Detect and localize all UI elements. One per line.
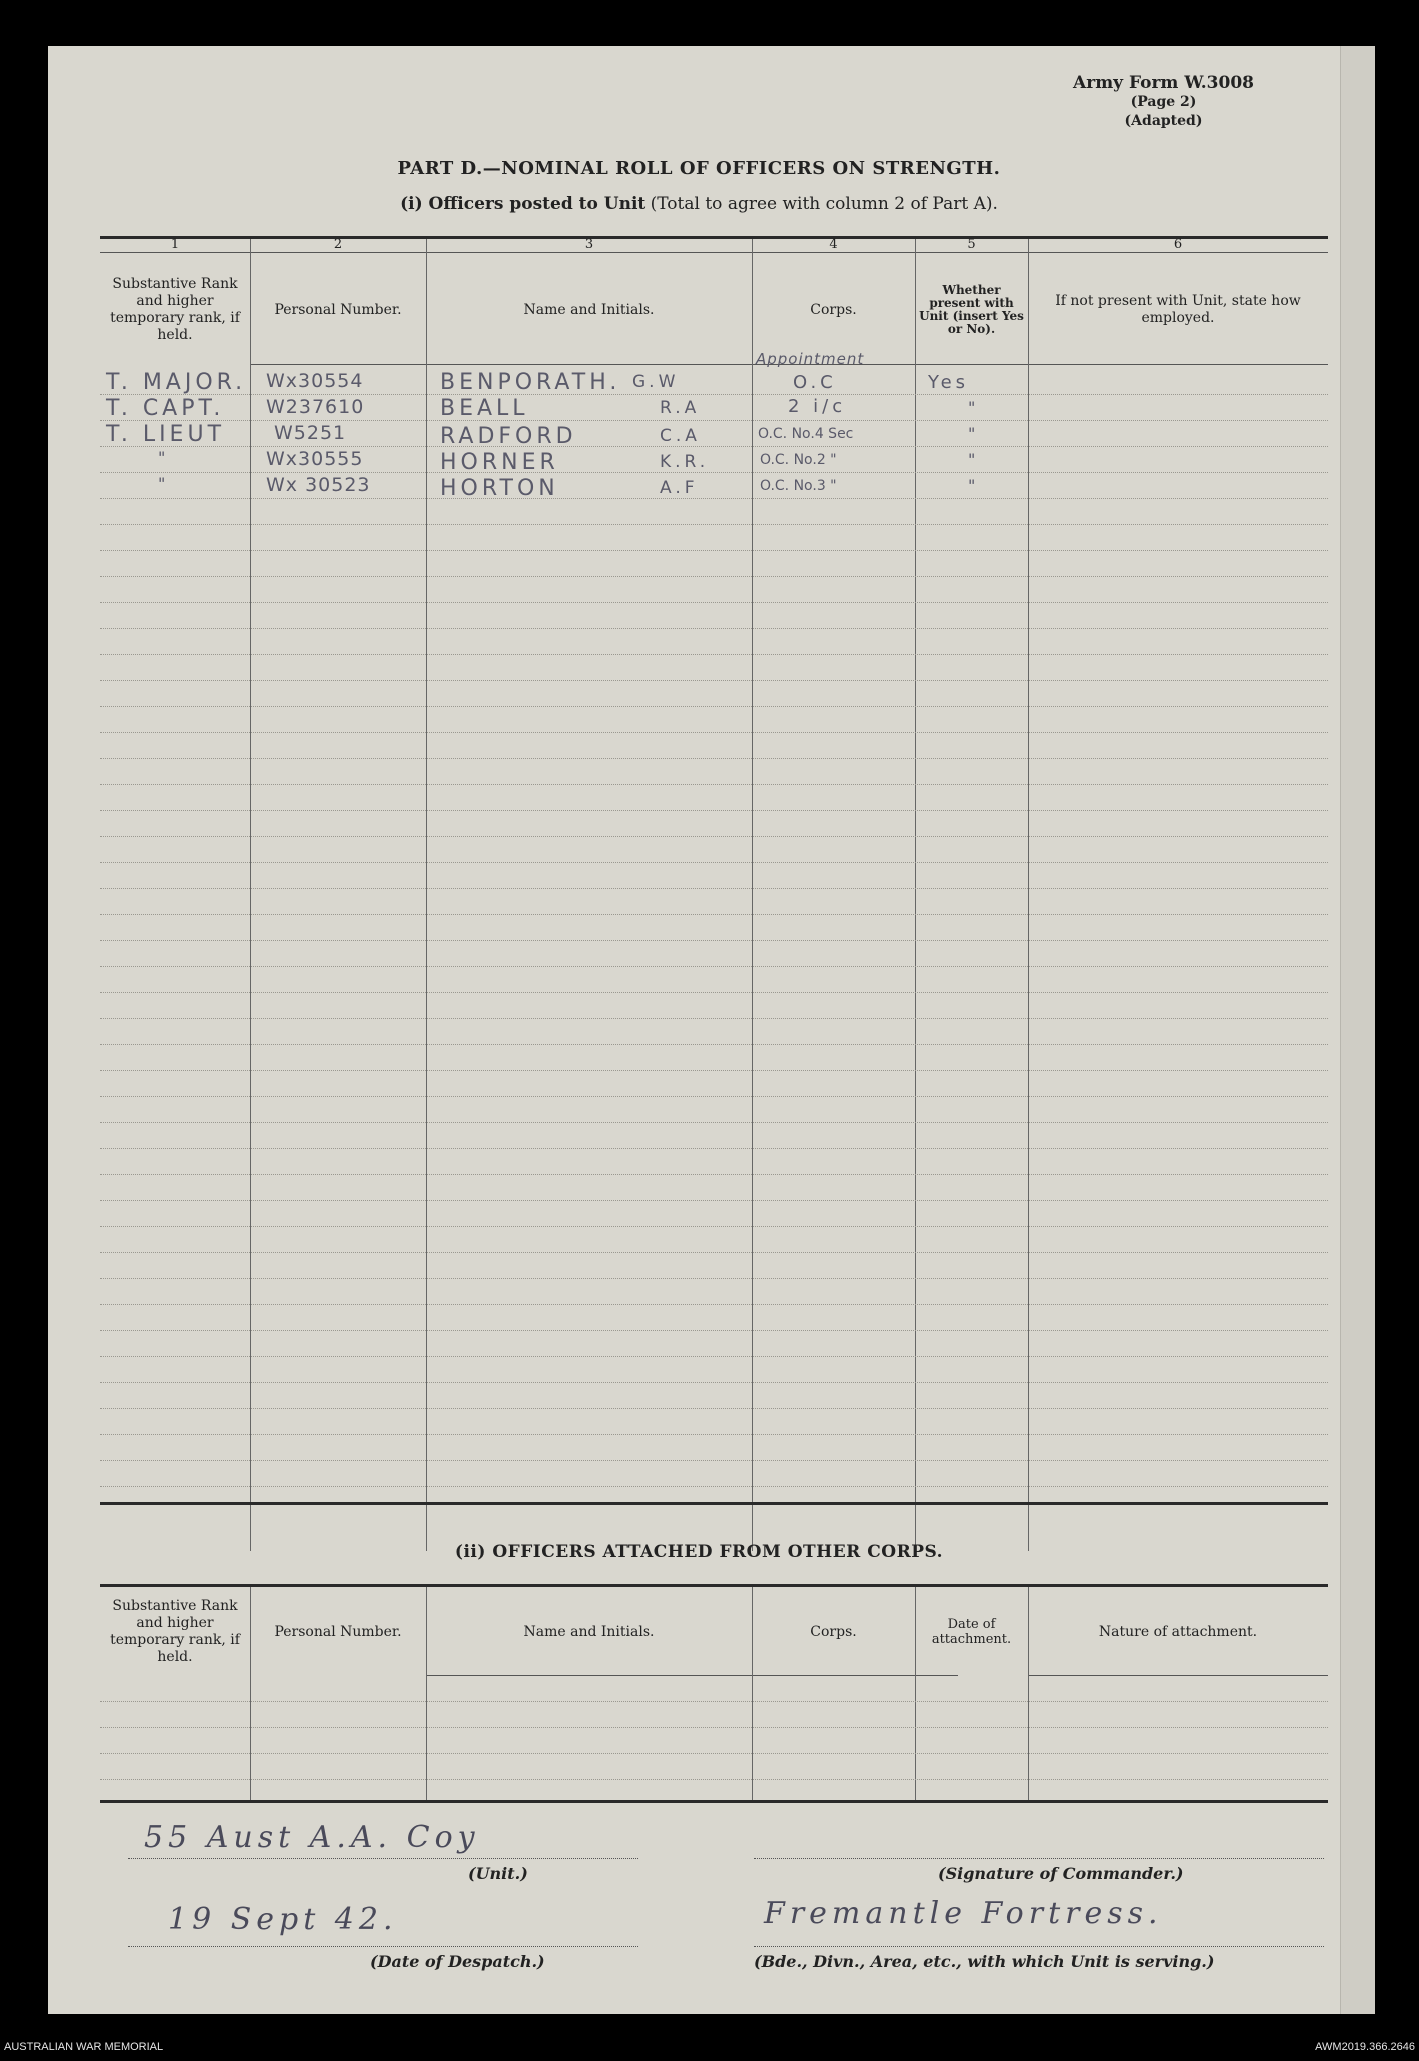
ruling-line (100, 1701, 1328, 1702)
header-name: Name and Initials. (523, 301, 655, 318)
officer-name: BEALL (440, 396, 529, 421)
officer-name: HORTON (440, 476, 559, 501)
col-number-5: 5 (967, 237, 976, 252)
formation-label: (Bde., Divn., Area, etc., with which Unit is serving.) (754, 1952, 1215, 1971)
table-i-bottom-rule (100, 1502, 1328, 1505)
table-ii-header-number: Personal Number. (274, 1623, 402, 1640)
officer-present: " (968, 476, 980, 495)
table-ii-divider-1 (250, 1587, 251, 1800)
officer-initials: C.A (660, 426, 701, 446)
unit-value: 55 Aust A.A. Coy (144, 1820, 480, 1855)
officer-initials: A.F (660, 478, 699, 498)
table-ii-header-rule-b (1028, 1675, 1328, 1676)
ruling-line (100, 784, 1328, 785)
corps-appointment-note: Appointment (756, 350, 865, 368)
column-number-rule (100, 252, 1328, 253)
officer-rank: T. LIEUT (106, 422, 226, 447)
ruling-line (100, 888, 1328, 889)
ruling-line (100, 758, 1328, 759)
form-number: Army Form W.3008 (1073, 73, 1254, 93)
date-line (128, 1946, 638, 1947)
ruling-line (100, 420, 1328, 421)
archive-credit: AUSTRALIAN WAR MEMORIAL (4, 2041, 164, 2053)
officer-corps: O.C. No.3 " (760, 478, 837, 494)
ruling-line (100, 862, 1328, 863)
ruling-line (100, 836, 1328, 837)
officer-present: " (968, 450, 980, 469)
ruling-line (100, 1486, 1328, 1487)
officer-number: Wx 30523 (266, 474, 371, 496)
officer-rank: T. MAJOR. (106, 370, 247, 395)
officer-initials: K.R. (660, 452, 710, 472)
date-label: (Date of Despatch.) (370, 1952, 545, 1971)
table-ii-divider-4 (915, 1587, 916, 1800)
ruling-line (100, 966, 1328, 967)
officer-number: Wx30555 (266, 448, 364, 470)
form-page-number: (Page 2) (1130, 94, 1197, 110)
ruling-line (100, 524, 1328, 525)
ruling-line (100, 1044, 1328, 1045)
signature-line (754, 1858, 1324, 1859)
col-number-4: 4 (829, 237, 838, 252)
table-ii-divider-2 (426, 1587, 427, 1800)
ruling-line (100, 706, 1328, 707)
officer-corps: O.C (793, 372, 837, 393)
ruling-line (100, 472, 1328, 473)
ruling-line (100, 1070, 1328, 1071)
date-value: 19 Sept 42. (168, 1902, 398, 1937)
ruling-line (100, 914, 1328, 915)
table-ii-divider-5 (1028, 1587, 1029, 1800)
form-page (48, 46, 1350, 2014)
section-i-label: (i) Officers posted to Unit (400, 194, 646, 214)
formation-line (754, 1946, 1324, 1947)
ruling-line (100, 1434, 1328, 1435)
table-ii-header-corps: Corps. (810, 1623, 857, 1640)
officer-number: W237610 (266, 396, 365, 418)
col-number-6: 6 (1173, 237, 1183, 252)
form-adapted: (Adapted) (1124, 113, 1203, 129)
col-divider-5 (1028, 239, 1029, 1551)
ruling-line (100, 628, 1328, 629)
ruling-line (100, 498, 1328, 499)
ruling-line (100, 810, 1328, 811)
ruling-line (100, 576, 1328, 577)
ruling-line (100, 940, 1328, 941)
table-ii-header-name: Name and Initials. (523, 1623, 655, 1640)
adjacent-page-edge (1340, 46, 1375, 2014)
ruling-line (100, 602, 1328, 603)
officer-corps: O.C. No.4 Sec (758, 426, 854, 442)
ruling-line (100, 1018, 1328, 1019)
ruling-line (100, 680, 1328, 681)
unit-line (128, 1858, 638, 1859)
table-ii-header-rank: Substantive Rank and higher temporary rank, if held. (110, 1598, 240, 1665)
ruling-line (100, 1304, 1328, 1305)
col-divider-2 (426, 239, 427, 1551)
officer-initials: R.A (660, 398, 701, 418)
ruling-line (100, 1753, 1328, 1754)
ruling-line (100, 1174, 1328, 1175)
archive-reference: AWM2019.366.2646 (1315, 2041, 1415, 2053)
officer-name: HORNER (440, 450, 559, 475)
ruling-line (100, 732, 1328, 733)
officer-corps: 2 i/c (788, 396, 847, 417)
part-ii-title: (ii) OFFICERS ATTACHED FROM OTHER CORPS. (454, 1542, 944, 1562)
table-ii-bottom-rule (100, 1800, 1328, 1803)
unit-label: (Unit.) (468, 1864, 528, 1883)
officer-present: " (968, 398, 980, 417)
ruling-line (100, 1200, 1328, 1201)
officer-rank: " (158, 448, 170, 467)
part-d-title: PART D.—NOMINAL ROLL OF OFFICERS ON STRENGTH. (397, 158, 1001, 179)
header-corps: Corps. (810, 301, 857, 318)
ruling-line (100, 550, 1328, 551)
ruling-line (100, 1779, 1328, 1780)
ruling-line (100, 654, 1328, 655)
ruling-line (100, 446, 1328, 447)
officer-name: BENPORATH. (440, 370, 621, 395)
ruling-line (100, 394, 1328, 395)
header-personal-number: Personal Number. (274, 301, 402, 318)
ruling-line (100, 1096, 1328, 1097)
table-ii-header-date: Date of attachment. (931, 1617, 1012, 1647)
table-ii-divider-3 (752, 1587, 753, 1800)
ruling-line (100, 1382, 1328, 1383)
ruling-line (100, 1278, 1328, 1279)
officer-initials: G.W (632, 372, 680, 392)
header-employment: If not present with Unit, state how employed. (1055, 293, 1301, 326)
col-divider-3 (752, 239, 753, 1551)
table-ii-header-rule-a (426, 1675, 958, 1676)
officer-present: Yes (928, 372, 970, 393)
signature-label: (Signature of Commander.) (938, 1864, 1184, 1883)
col-number-1: 1 (170, 237, 180, 252)
col-divider-4 (915, 239, 916, 1551)
officer-rank: T. CAPT. (106, 396, 225, 421)
ruling-line (100, 992, 1328, 993)
header-rank: Substantive Rank and higher temporary rank, if held. (110, 276, 240, 343)
ruling-line (100, 1727, 1328, 1728)
section-i-subtitle (48, 194, 1350, 214)
formation-value: Fremantle Fortress. (764, 1896, 1163, 1931)
ruling-line (100, 1330, 1328, 1331)
table-ii-top-rule (100, 1584, 1328, 1587)
officer-corps: O.C. No.2 " (760, 452, 837, 468)
officer-present: " (968, 424, 980, 443)
officer-name: RADFORD (440, 424, 577, 449)
officer-number: Wx30554 (266, 370, 364, 392)
ruling-line (100, 1226, 1328, 1227)
ruling-line (100, 1122, 1328, 1123)
ruling-line (100, 1148, 1328, 1149)
col-number-3: 3 (584, 237, 594, 252)
ruling-line (100, 1408, 1328, 1409)
officer-rank: " (158, 474, 170, 493)
col-number-2: 2 (333, 237, 343, 252)
ruling-line (100, 1356, 1328, 1357)
col-divider-1 (250, 239, 251, 1551)
section-i-note: (Total to agree with column 2 of Part A). (650, 194, 998, 214)
ruling-line (100, 1460, 1328, 1461)
ruling-line (100, 1252, 1328, 1253)
table-ii-header-nature: Nature of attachment. (1098, 1623, 1258, 1640)
form-identifier (1073, 74, 1254, 131)
officer-number: W5251 (274, 422, 347, 444)
header-present: Whether present with Unit (insert Yes or No). (919, 283, 1024, 336)
